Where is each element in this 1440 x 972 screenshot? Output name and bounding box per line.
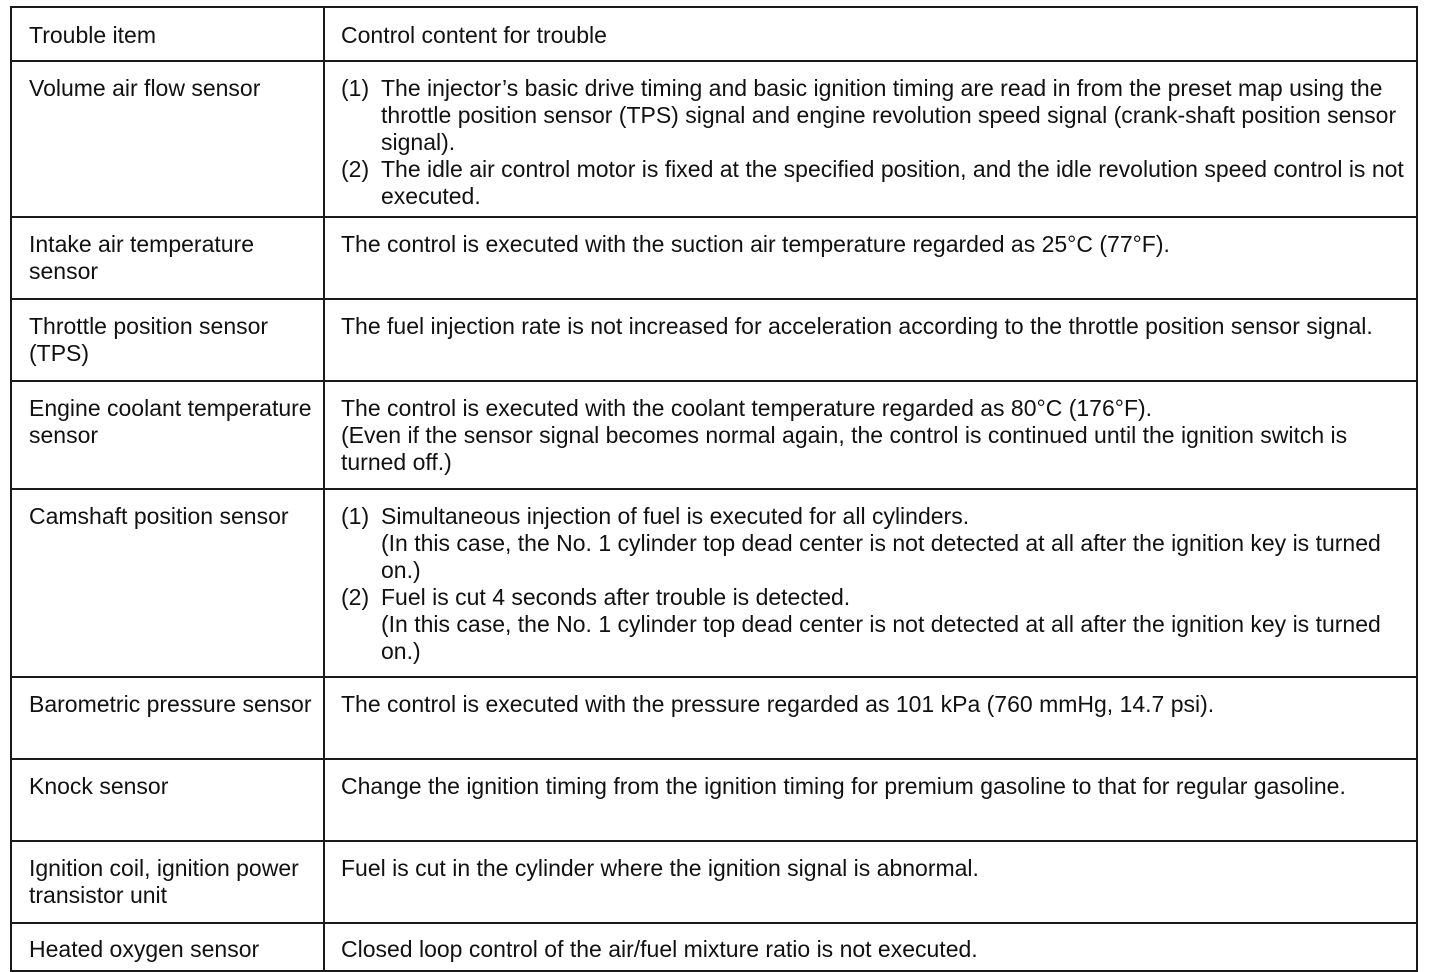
table-row — [11, 217, 1417, 299]
item-number: (1) — [341, 503, 370, 529]
table-row — [11, 677, 1417, 759]
control-content-cell — [324, 381, 1417, 489]
trouble-item-cell — [11, 381, 324, 489]
trouble-item-cell — [11, 61, 324, 217]
trouble-item-cell — [11, 217, 324, 299]
item-number: (1) — [341, 75, 370, 101]
numbered-item — [341, 75, 1406, 156]
control-content-text: The fuel injection rate is not increased for acceleration according to the throttle position sensor signal. — [341, 313, 1373, 339]
trouble-item-label: Heated oxygen sensor — [29, 936, 260, 962]
item-text-block — [381, 503, 1406, 584]
table-header-row — [11, 7, 1417, 61]
control-content-text: Closed loop control of the air/fuel mixture ratio is not executed. — [341, 936, 978, 962]
control-content-cell — [324, 759, 1417, 841]
trouble-item-cell — [11, 923, 324, 971]
item-text: The injector’s basic drive timing and basic ignition timing are read in from the preset map using the throttle position sensor (TPS) signal and engine revolution speed signal (crank-shaft position sensor signal). — [381, 75, 1397, 155]
item-number: (2) — [341, 156, 370, 182]
item-text-block — [381, 584, 1406, 665]
header-cell-control-content — [324, 7, 1417, 61]
control-content-text: Change the ignition timing from the ignition timing for premium gasoline to that for regular gasoline. — [341, 773, 1346, 799]
trouble-item-cell — [11, 677, 324, 759]
trouble-item-label: Knock sensor — [29, 773, 169, 799]
table-row — [11, 61, 1417, 217]
trouble-item-cell — [11, 759, 324, 841]
control-content-text: The control is executed with the suction air temperature regarded as 25°C (77°F). — [341, 231, 1170, 257]
table-row — [11, 381, 1417, 489]
item-text: The idle air control motor is fixed at the specified position, and the idle revolution speed control is not executed. — [381, 156, 1404, 209]
trouble-item-label: Barometric pressure sensor — [29, 691, 312, 717]
control-content-cell — [324, 677, 1417, 759]
numbered-item — [341, 156, 1406, 210]
numbered-item — [341, 503, 1406, 584]
table-row — [11, 299, 1417, 381]
control-content-note: (Even if the sensor signal becomes normal again, the control is continued until the ignition switch is turned off.) — [341, 422, 1348, 475]
trouble-item-label: Camshaft position sensor — [29, 503, 289, 529]
control-content-cell — [324, 217, 1417, 299]
control-content-text: The control is executed with the coolant temperature regarded as 80°C (176°F). — [341, 395, 1153, 421]
control-content-cell — [324, 299, 1417, 381]
table-row — [11, 759, 1417, 841]
trouble-item-label: Ignition coil, ignition power transistor unit — [29, 855, 299, 908]
numbered-item — [341, 584, 1406, 665]
header-label-control-content: Control content for trouble — [341, 22, 607, 48]
control-content-text: Fuel is cut in the cylinder where the ignition signal is abnormal. — [341, 855, 979, 881]
item-text: Simultaneous injection of fuel is executed for all cylinders. — [381, 503, 970, 529]
item-note: (In this case, the No. 1 cylinder top dead center is not detected at all after the ignition key is turned on.) — [381, 611, 1381, 664]
table-row — [11, 923, 1417, 971]
trouble-item-label: Intake air temperature sensor — [29, 231, 255, 284]
item-text: Fuel is cut 4 seconds after trouble is detected. — [381, 584, 851, 610]
table-row — [11, 841, 1417, 923]
trouble-item-label: Volume air flow sensor — [29, 75, 261, 101]
control-content-cell — [324, 489, 1417, 677]
item-number: (2) — [341, 584, 370, 610]
control-content-cell — [324, 923, 1417, 971]
control-content-cell — [324, 841, 1417, 923]
header-label-trouble-item: Trouble item — [29, 22, 156, 48]
trouble-item-cell — [11, 841, 324, 923]
trouble-item-cell — [11, 299, 324, 381]
trouble-item-label: Engine coolant temperature sensor — [29, 395, 312, 448]
trouble-control-table — [10, 6, 1418, 972]
item-note: (In this case, the No. 1 cylinder top dead center is not detected at all after the ignition key is turned on.) — [381, 530, 1381, 583]
table-row — [11, 489, 1417, 677]
trouble-item-cell — [11, 489, 324, 677]
control-content-text: The control is executed with the pressure regarded as 101 kPa (760 mmHg, 14.7 psi). — [341, 691, 1215, 717]
header-cell-trouble-item — [11, 7, 324, 61]
control-content-cell — [324, 61, 1417, 217]
trouble-item-label: Throttle position sensor (TPS) — [29, 313, 269, 366]
